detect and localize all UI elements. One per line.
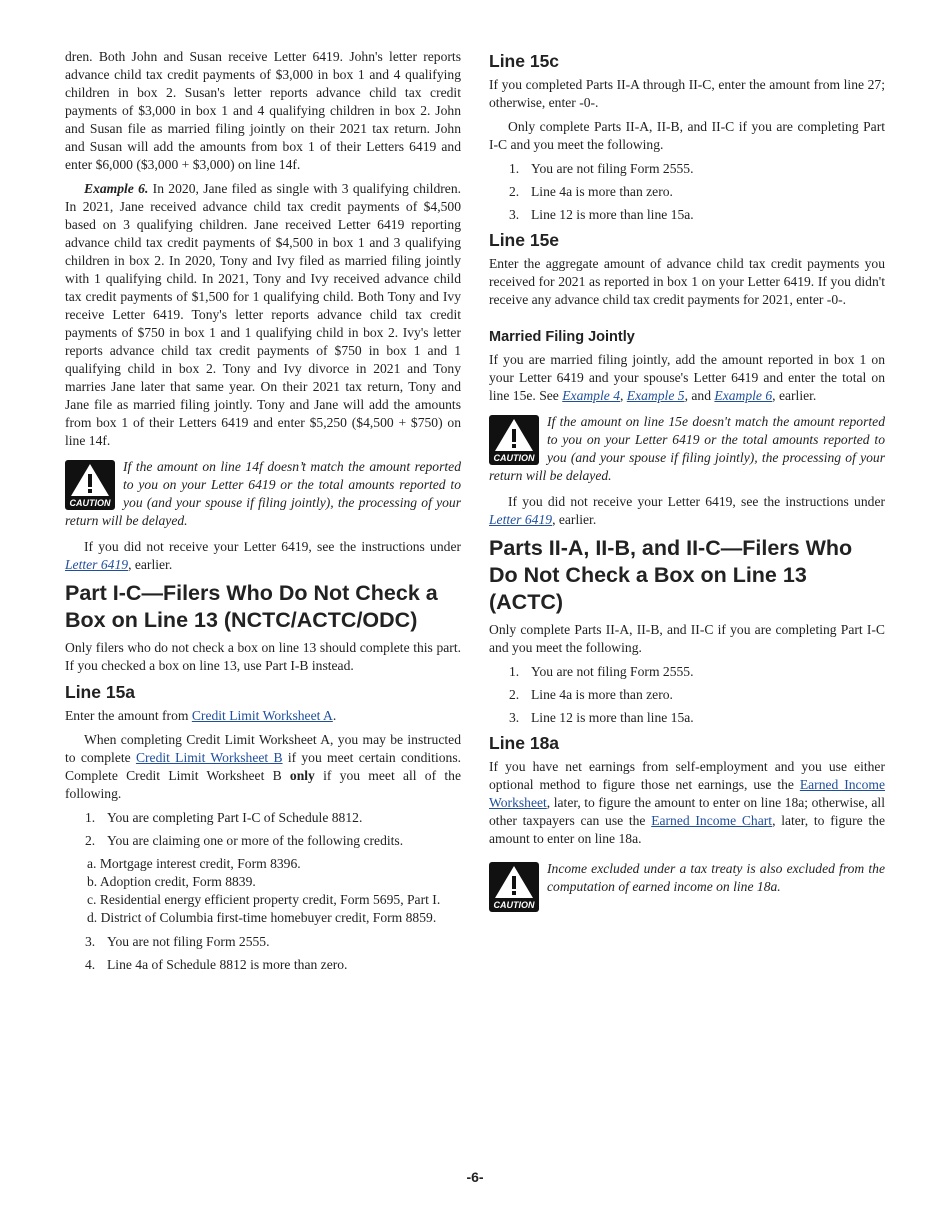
caution-note-14f: [65, 458, 461, 530]
credit-limit-worksheet-b-link[interactable]: Credit Limit Worksheet B: [135, 750, 283, 765]
list-item: 4. Line 4a of Schedule 8812 is more than zero.: [85, 957, 348, 972]
heading-part-ic: Part I-C—Filers Who Do Not Check a Box on Line 13 (NCTC/ACTC/ODC): [65, 581, 438, 632]
list-item: 3. Line 12 is more than line 15a.: [509, 710, 694, 725]
paragraph-example5-continuation: dren. Both John and Susan receive Letter 6419. John's letter reports advance child tax credit payments of $3,000 in box 1 and 4 qualifying children in box 2. Susan's letter reports advance child tax credit payments of $3,000 in box 1 and 4 qualifying children in box 2. John and Susan file as married filing jointly on their 2021 tax return. John and Susan will add the amounts from box 1 of their Letters 6419 and enter $6,000 ($3,000 + $3,000) on line 14f.: [65, 49, 461, 172]
conditions-list-2: [65, 933, 461, 974]
list-item: 3. Line 12 is more than line 15a.: [509, 207, 694, 222]
right-column: [489, 48, 885, 914]
example6-text: In 2020, Jane filed as single with 3 qualifying children. In 2021, Jane received advance child tax credit payments of $4,500 based on 3 qualifying children. Jane received Letter 6419 reporting advance child tax credit payments of $4,500 in box 1 and 3 qualifying children in box 2. In 2020, Tony and Ivy filed as married filing jointly with 1 qualifying child. In 2021, Tony and Ivy received advance child tax credit payments of $1,500 for 1 qualifying child. Both Tony and Ivy receive Letter 6419. Tony's letter reports advance child tax credit payments of $750 in box 1 and 1 qualifying child in box 2. Ivy's letter reports advance child tax credit payments of $750 in box 1 and 1 qualifying child in box 2. Tony and Ivy divorce in 2021 and Tony marries Jane later that same year. On their 2021 tax return, Tony and Jane file as married filing jointly. Tony and Jane will add the amounts from box 1 of their Letters 6419 and enter $5,250 ($4,500 + $750) on line 14f.: [65, 181, 462, 448]
paragraph-15e: Enter the aggregate amount of advance child tax credit payments you received for 2021 as reported in box 1 on your Letter 6419. If you didn't receive any advance child tax credit payments for 2021, enter -0-.: [489, 256, 885, 307]
example-4-link[interactable]: Example 4: [562, 388, 620, 403]
credit-limit-worksheet-a-link[interactable]: Credit Limit Worksheet A: [191, 708, 333, 723]
list-item: 3. You are not filing Form 2555.: [85, 934, 270, 949]
heading-line-15c: Line 15c: [489, 51, 560, 71]
heading-line-15a: Line 15a: [65, 682, 136, 702]
heading-line-18a: Line 18a: [489, 733, 560, 753]
letter-6419-link[interactable]: Letter 6419: [489, 512, 553, 527]
page-number: -6-: [466, 1169, 484, 1185]
list-item: 1. You are not filing Form 2555.: [509, 161, 694, 176]
paragraph-part-ic: Only filers who do not check a box on line 13 should complete this part. If you checked a box on line 13, use Part I-B instead.: [65, 640, 461, 673]
letter-6419-link[interactable]: Letter 6419: [65, 557, 129, 572]
conditions-list-1: [65, 809, 461, 850]
example-5-link[interactable]: Example 5: [626, 388, 685, 403]
heading-parts-ii: Parts II-A, II-B, and II-C—Filers Who Do Not Check a Box on Line 13 (ACTC): [489, 536, 853, 614]
caution-icon: [65, 460, 115, 510]
paragraph-15a-worksheet-b: When completing Credit Limit Worksheet A, you may be instructed to complete Credit Limit Worksheet B if you meet certain conditions. Complete Credit Limit Worksheet B only if you meet all of the following.: [65, 732, 462, 801]
paragraph-18a: If you have net earnings from self-employment and you use either optional method to figure those net earnings, use the Earned Income Worksheet, later, to figure the amount to enter on line 18a; otherwise, all other taxpayers can use the Earned Income Chart, later, to figure the amount to enter on line 18a.: [489, 759, 885, 846]
caution-note-15e: [489, 413, 885, 485]
paragraph-mfj: If you are married filing jointly, add the amount reported in box 1 on your Letter 6419 and your spouse's Letter 6419 and enter the total on line 15e. See Example 4, Example 5, and Example 6, earlier.: [489, 352, 885, 403]
paragraph-no-letter: If you did not receive your Letter 6419, see the instructions under Letter 6419, earlier.: [65, 539, 461, 572]
conditions-list-15c: [489, 160, 885, 224]
earned-income-worksheet-link[interactable]: Earned Income Worksheet: [489, 777, 885, 810]
paragraph-15c-conditions: Only complete Parts II-A, II-B, and II-C if you are completing Part I-C and you meet the following.: [489, 119, 885, 152]
paragraph-parts-ii: Only complete Parts II-A, II-B, and II-C if you are completing Part I-C and you meet the following.: [489, 622, 885, 655]
caution-text: If the amount on line 14f doesn’t match the amount reported to you on your Letter 6419 or the total amounts reported to you (and your spouse if filing jointly), the processing of your return will be delayed.: [65, 459, 461, 528]
left-column: [65, 48, 461, 979]
paragraph-15c: If you completed Parts II-A through II-C, enter the amount from line 27; otherwise, enter -0-.: [489, 77, 885, 110]
list-item: c. Residential energy efficient property credit, Form 5695, Part I.: [87, 892, 441, 907]
list-item: b. Adoption credit, Form 8839.: [87, 874, 256, 889]
list-item: 2. Line 4a is more than zero.: [509, 687, 673, 702]
example-6-link[interactable]: Example 6: [714, 388, 773, 403]
caution-icon: [489, 862, 539, 912]
caution-text: Income excluded under a tax treaty is also excluded from the computation of earned income on line 18a.: [547, 861, 885, 894]
credits-list: [65, 855, 461, 927]
caution-note-18a: [489, 860, 885, 910]
heading-married-filing-jointly: Married Filing Jointly: [489, 329, 635, 345]
list-item: 1. You are not filing Form 2555.: [509, 664, 694, 679]
heading-line-15e: Line 15e: [489, 230, 560, 250]
paragraph-no-letter-right: If you did not receive your Letter 6419, see the instructions under Letter 6419, earlier.: [489, 494, 885, 527]
caution-text: If the amount on line 15e doesn't match the amount reported to you on your Letter 6419 or the total amounts reported to you (and your spouse if filing jointly), the processing of your return will be delayed.: [489, 414, 885, 483]
caution-icon-label: CAUTION: [493, 453, 535, 463]
list-item: 1. You are completing Part I-C of Schedule 8812.: [85, 810, 363, 825]
caution-icon-label: CAUTION: [493, 900, 535, 910]
caution-icon-label: CAUTION: [69, 498, 111, 508]
earned-income-chart-link[interactable]: Earned Income Chart: [651, 813, 773, 828]
paragraph-15a: Enter the amount from Credit Limit Worksheet A.: [65, 708, 337, 723]
list-item: 2. Line 4a is more than zero.: [509, 184, 673, 199]
example6-label: Example 6.: [84, 181, 149, 196]
paragraph-example6: [65, 180, 461, 450]
caution-icon: [489, 415, 539, 465]
list-item: d. District of Columbia first-time homebuyer credit, Form 8859.: [87, 910, 437, 925]
list-item: a. Mortgage interest credit, Form 8396.: [87, 856, 301, 871]
conditions-list-parts-ii: [489, 663, 885, 727]
list-item: 2. You are claiming one or more of the following credits.: [85, 833, 404, 848]
